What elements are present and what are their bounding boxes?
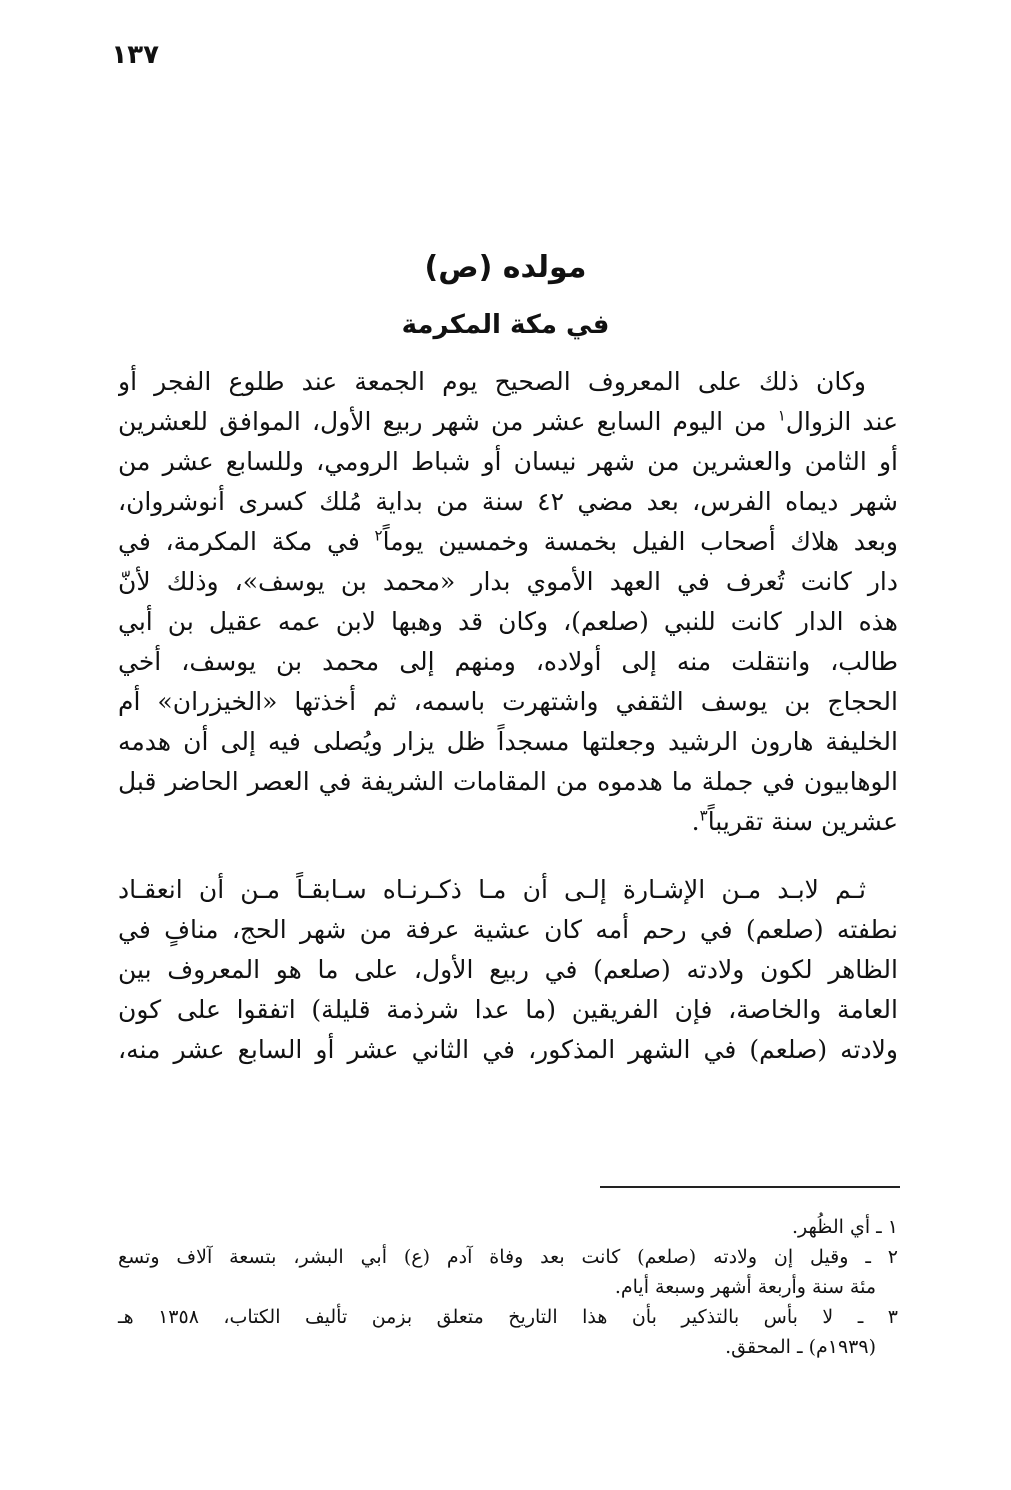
line-fragment: وبعد هلاك أصحاب الفيل بخمسة وخمسين يوماً [382, 527, 898, 556]
paragraph-line: الحجاج بن يوسف الثقفي واشتهرت باسمه، ثم أخذتها «الخيزران» أم [118, 687, 898, 716]
paragraph-line: دار كانت تُعرف في العهد الأموي بدار «محمد بن يوسف»، وذلك لأنّ [118, 567, 898, 596]
paragraph-line [118, 802, 898, 842]
line-fragment: عشرين سنة تقريباً [707, 807, 898, 836]
footnote-mark: ٣ [699, 806, 708, 825]
footnote-3-continued: (١٩٣٩م) ـ المحقق. [725, 1336, 876, 1358]
paragraph-line: نطفته (صلعم) في رحم أمه كان عشية عرفة من شهر الحج، منافٍ في [118, 915, 898, 944]
footnote-3: ٣ ـ لا بأس بالتذكير بأن هذا التاريخ متعلق بزمن تأليف الكتاب، ١٣٥٨ هـ [118, 1306, 898, 1328]
footnote-2-continued: مئة سنة وأربعة أشهر وسبعة أيام. [614, 1276, 876, 1298]
footnote-separator [600, 1186, 900, 1188]
paragraph-line: ثـم لابـد مـن الإشـارة إلـى أن مـا ذكـرنـاه سـابقـاً مـن أن انعقـاد [118, 875, 866, 904]
paragraph-line: العامة والخاصة، فإن الفريقين (ما عدا شرذمة قليلة) اتفقوا على كون [118, 995, 898, 1024]
line-fragment: في مكة المكرمة، في [118, 527, 375, 556]
footnotes [118, 1212, 898, 1362]
paragraph-line [118, 522, 898, 562]
paragraph-gap [118, 842, 898, 870]
paragraph-line: هذه الدار كانت للنبي (صلعم)، وكان قد وهبها لابن عمه عقيل بن أبي [118, 607, 898, 636]
body-text [118, 362, 898, 1070]
paragraph-line: شهر ديماه الفرس، بعد مضي ٤٢ سنة من بداية مُلك كسرى أنوشروان، [118, 487, 898, 516]
line-fragment: عند الزوال [785, 407, 898, 436]
paragraph-line: وكان ذلك على المعروف الصحيح يوم الجمعة عند طلوع الفجر أو [118, 367, 866, 396]
paragraph-line: طالب، وانتقلت منه إلى أولاده، ومنهم إلى محمد بن يوسف، أخي [118, 647, 898, 676]
footnote-mark: ١ [777, 406, 786, 425]
page-number: ١٣٧ [111, 40, 159, 70]
footnote-2: ٢ ـ وقيل إن ولادته (صلعم) كانت بعد وفاة آدم (ع) أبي البشر، بتسعة آلاف وتسع [118, 1246, 898, 1268]
paragraph-line [118, 402, 898, 442]
chapter-subtitle: في مكة المكرمة [401, 310, 610, 340]
footnote-mark: ٢ [374, 526, 383, 545]
line-fragment: . [691, 807, 700, 836]
line-fragment: من اليوم السابع عشر من شهر ربيع الأول، الموافق للعشرين [118, 407, 778, 436]
paragraph-line: الوهابيون في جملة ما هدموه من المقامات الشريفة في العصر الحاضر قبل [118, 767, 898, 796]
paragraph-line: الخليفة هارون الرشيد وجعلتها مسجداً ظل يزار ويُصلى فيه إلى أن هدمه [118, 727, 898, 756]
chapter-title: مولده (ص) [424, 250, 587, 285]
paragraph-line: أو الثامن والعشرين من شهر نيسان أو شباط الرومي، وللسابع عشر من [118, 447, 898, 476]
paragraph-line: الظاهر لكون ولادته (صلعم) في ربيع الأول، على ما هو المعروف بين [118, 955, 898, 984]
paragraph-line: ولادته (صلعم) في الشهر المذكور، في الثاني عشر أو السابع عشر منه، [118, 1035, 898, 1064]
footnote-1: ١ ـ أي الظُهر. [792, 1216, 898, 1238]
